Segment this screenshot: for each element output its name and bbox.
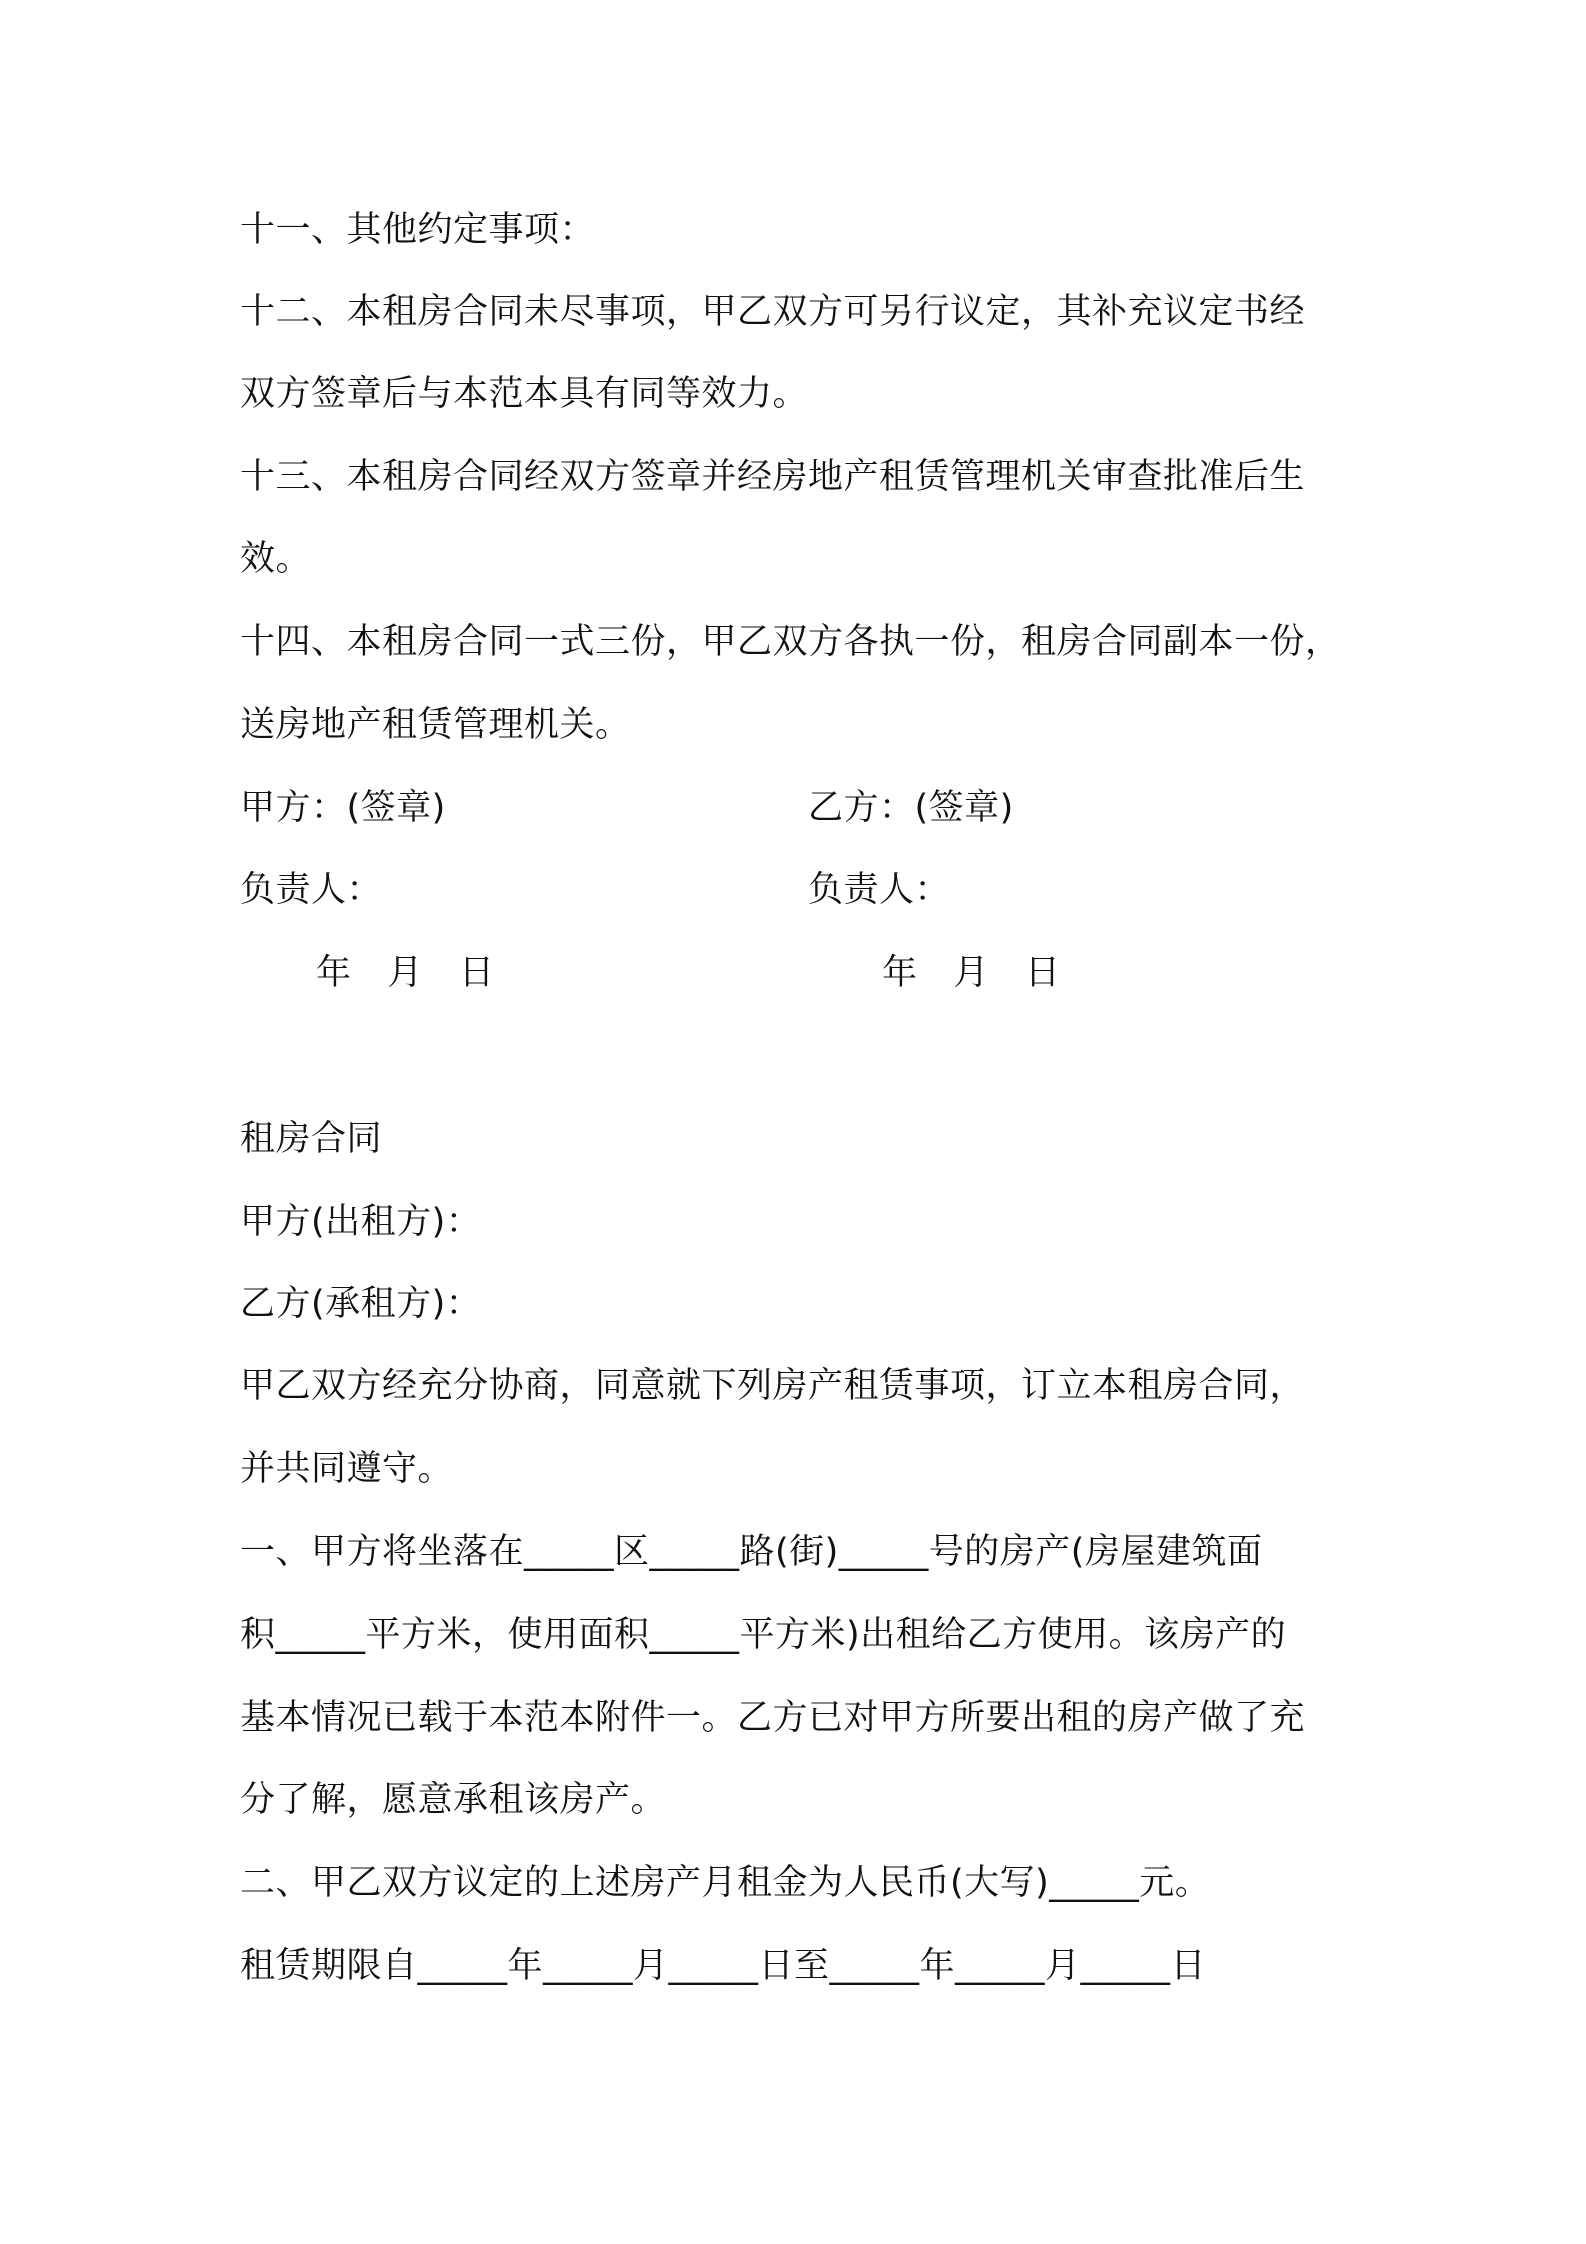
clause-11: 十一、其他约定事项： — [240, 210, 596, 250]
lessor-label: 甲方(出租方)： — [240, 1202, 482, 1242]
contract-paragraph-line: 二、甲乙双方议定的上述房产月租金为人民币(大写)_____元。 — [240, 1863, 1211, 1903]
clause-12-line1: 十二、本租房合同未尽事项，甲乙双方可另行议定，其补充议定书经 — [240, 292, 1306, 332]
clause-14-line1: 十四、本租房合同一式三份，甲乙双方各执一份，租房合同副本一份， — [240, 622, 1341, 662]
clause-13-line1: 十三、本租房合同经双方签章并经房地产租赁管理机关审查批准后生 — [240, 457, 1306, 497]
contract-paragraph-line: 甲乙双方经充分协商，同意就下列房产租赁事项，订立本租房合同， — [240, 1366, 1306, 1406]
contract-paragraph-line: 基本情况已载于本范本附件一。乙方已对甲方所要出租的房产做了充 — [240, 1698, 1306, 1738]
clause-12-line2: 双方签章后与本范本具有同等效力。 — [240, 374, 809, 414]
day-label: 日 — [1025, 953, 1061, 993]
clause-14-line2: 送房地产租赁管理机关。 — [240, 705, 631, 745]
lessee-label: 乙方(承租方)： — [240, 1284, 482, 1324]
month-label: 月 — [387, 953, 424, 993]
party-b-responsible-label: 负责人： — [808, 870, 951, 910]
party-a-date — [316, 951, 495, 995]
contract-paragraph-line: 一、甲方将坐落在_____区_____路(街)_____号的房产(房屋建筑面 — [240, 1532, 1263, 1572]
contract-paragraph-line: 积_____平方米，使用面积_____平方米)出租给乙方使用。该房产的 — [240, 1615, 1287, 1655]
party-a-signature-label: 甲方：(签章) — [240, 788, 446, 828]
party-b-signature-label: 乙方：(签章) — [808, 788, 1014, 828]
party-a-responsible-label: 负责人： — [240, 870, 383, 910]
clause-13-line2: 效。 — [240, 539, 312, 579]
year-label: 年 — [882, 953, 918, 993]
contract-paragraph-line: 并共同遵守。 — [240, 1449, 454, 1489]
day-label: 日 — [459, 953, 495, 993]
contract-paragraph-line: 租赁期限自_____年_____月_____日至_____年_____月_____日 — [240, 1946, 1207, 1986]
party-b-date — [882, 951, 1061, 995]
month-label: 月 — [953, 953, 990, 993]
contract-title: 租房合同 — [240, 1119, 383, 1159]
contract-paragraph-line: 分了解，愿意承租该房产。 — [240, 1780, 667, 1820]
year-label: 年 — [316, 953, 352, 993]
